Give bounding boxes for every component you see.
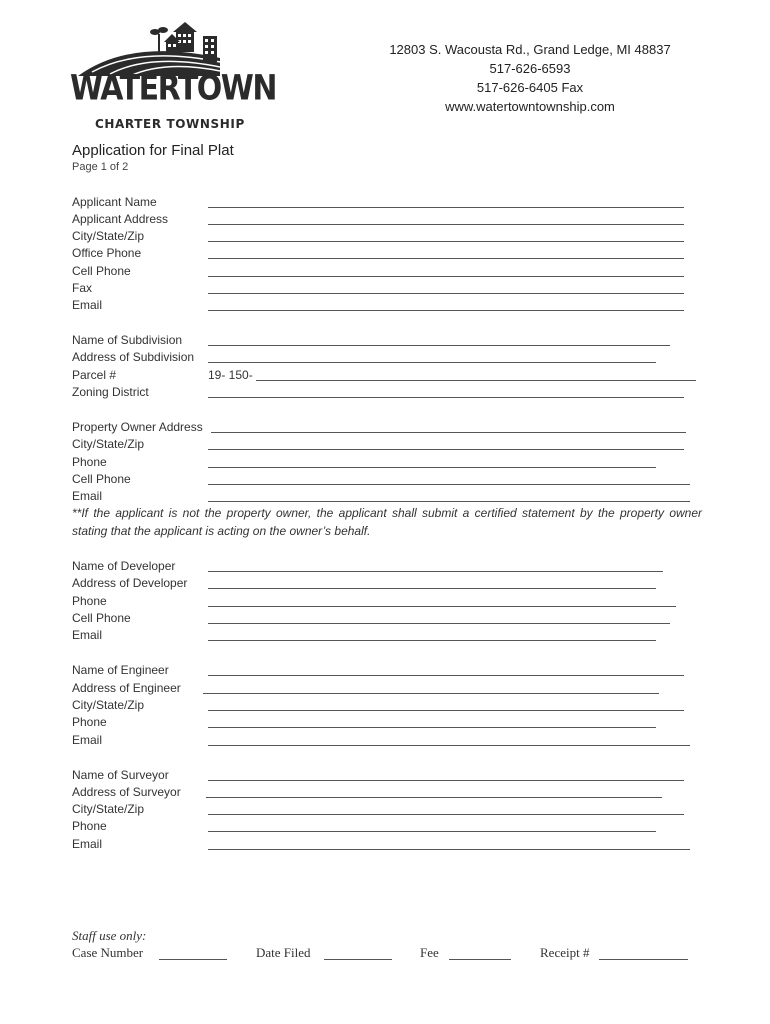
staff-use-heading: Staff use only: xyxy=(72,928,147,943)
owner-cell-phone-row xyxy=(72,471,712,488)
parcel-row xyxy=(72,367,712,384)
staff-use-row xyxy=(72,945,712,963)
field-label: Zoning District xyxy=(72,385,149,399)
owner-cell-phone-field[interactable] xyxy=(208,484,690,485)
owner-phone-row xyxy=(72,454,712,471)
surveyor-city-row xyxy=(72,801,712,818)
street-address: 12803 S. Wacousta Rd., Grand Ledge, MI 48837 xyxy=(389,42,671,57)
field-label: Cell Phone xyxy=(72,472,131,486)
applicant-cell-phone-row xyxy=(72,263,712,280)
developer-cell-phone-row xyxy=(72,610,712,627)
subdivision-name-row xyxy=(72,332,712,349)
surveyor-phone-row xyxy=(72,818,712,835)
field-label: Applicant Address xyxy=(72,212,169,226)
field-label: City/State/Zip xyxy=(72,437,145,451)
field-label: Email xyxy=(72,628,103,642)
owner-address-row xyxy=(72,419,712,436)
applicant-city-field[interactable] xyxy=(208,241,684,242)
contact-block xyxy=(360,40,700,116)
date-filed-field[interactable] xyxy=(324,959,392,960)
owner-phone-field[interactable] xyxy=(208,467,656,468)
developer-name-field[interactable] xyxy=(208,571,663,572)
field-label: Email xyxy=(72,298,103,312)
subdivision-address-row xyxy=(72,349,712,366)
field-label: Email xyxy=(72,837,103,851)
applicant-name-row xyxy=(72,194,712,211)
developer-email-row xyxy=(72,627,712,644)
developer-cell-phone-field[interactable] xyxy=(208,623,670,624)
field-label: Phone xyxy=(72,594,107,608)
developer-name-row xyxy=(72,558,712,575)
case-number-label: Case Number xyxy=(72,945,144,960)
field-label: Address of Engineer xyxy=(72,681,181,695)
developer-phone-field[interactable] xyxy=(208,606,676,607)
applicant-fax-row xyxy=(72,280,712,297)
field-label: Email xyxy=(72,489,103,503)
surveyor-name-field[interactable] xyxy=(208,780,684,781)
subdivision-address-field[interactable] xyxy=(208,362,656,363)
applicant-fax-field[interactable] xyxy=(208,293,684,294)
applicant-address-field[interactable] xyxy=(208,224,684,225)
applicant-office-phone-field[interactable] xyxy=(208,258,684,259)
owner-email-field[interactable] xyxy=(208,501,690,502)
field-label: Fax xyxy=(72,281,93,295)
owner-address-field[interactable] xyxy=(211,432,686,433)
engineer-phone-field[interactable] xyxy=(208,727,656,728)
surveyor-address-field[interactable] xyxy=(206,797,662,798)
field-label: Name of Subdivision xyxy=(72,333,183,347)
field-label: Address of Developer xyxy=(72,576,188,590)
field-label: Name of Engineer xyxy=(72,663,169,677)
date-filed-label: Date Filed xyxy=(256,945,311,960)
surveyor-city-field[interactable] xyxy=(208,814,684,815)
applicant-cell-phone-field[interactable] xyxy=(208,276,684,277)
developer-address-field[interactable] xyxy=(208,588,656,589)
parcel-field[interactable] xyxy=(256,380,696,381)
receipt-field[interactable] xyxy=(599,959,688,960)
field-label: Office Phone xyxy=(72,246,142,260)
applicant-email-field[interactable] xyxy=(208,310,684,311)
parcel-prefix: 19- 150- xyxy=(208,368,253,382)
surveyor-address-row xyxy=(72,784,712,801)
owner-email-row xyxy=(72,488,712,505)
engineer-address-field[interactable] xyxy=(203,693,659,694)
field-label: Property Owner Address xyxy=(72,420,203,434)
owner-city-field[interactable] xyxy=(208,449,684,450)
field-label: Phone xyxy=(72,819,107,833)
field-label: Phone xyxy=(72,455,107,469)
fax-number: 517-626-6405 Fax xyxy=(476,80,584,95)
engineer-city-row xyxy=(72,697,712,714)
township-logo xyxy=(70,20,277,131)
applicant-name-field[interactable] xyxy=(208,207,684,208)
field-label: City/State/Zip xyxy=(72,229,145,243)
surveyor-name-row xyxy=(72,767,712,784)
surveyor-email-row xyxy=(72,836,712,853)
fee-label: Fee xyxy=(420,945,439,960)
field-label: Parcel # xyxy=(72,368,117,382)
field-label: Address of Subdivision xyxy=(72,350,195,364)
developer-address-row xyxy=(72,575,712,592)
field-label: Email xyxy=(72,733,103,747)
engineer-phone-row xyxy=(72,714,712,731)
logo-subtitle: CHARTER TOWNSHIP xyxy=(95,117,245,131)
engineer-email-field[interactable] xyxy=(208,745,690,746)
field-label: Cell Phone xyxy=(72,611,131,625)
field-label: Name of Developer xyxy=(72,559,176,573)
field-label: Name of Surveyor xyxy=(72,768,169,782)
applicant-city-row xyxy=(72,228,712,245)
developer-phone-row xyxy=(72,593,712,610)
engineer-name-row xyxy=(72,662,712,679)
applicant-address-row xyxy=(72,211,712,228)
surveyor-phone-field[interactable] xyxy=(208,831,656,832)
engineer-address-row xyxy=(72,680,712,697)
website[interactable]: www.watertowntownship.com xyxy=(445,99,615,114)
engineer-name-field[interactable] xyxy=(208,675,684,676)
form-title: Application for Final Plat xyxy=(72,142,234,159)
field-label: Phone xyxy=(72,715,107,729)
applicant-email-row xyxy=(72,297,712,314)
surveyor-email-field[interactable] xyxy=(208,849,690,850)
zoning-field[interactable] xyxy=(208,397,684,398)
developer-email-field[interactable] xyxy=(208,640,656,641)
field-label: Address of Surveyor xyxy=(72,785,181,799)
field-label: Applicant Name xyxy=(72,195,157,209)
subdivision-name-field[interactable] xyxy=(208,345,670,346)
field-label: City/State/Zip xyxy=(72,698,145,712)
engineer-email-row xyxy=(72,732,712,749)
receipt-label: Receipt # xyxy=(540,945,590,960)
logo-wordmark: WATERTOWN xyxy=(70,68,277,109)
field-label: Cell Phone xyxy=(72,264,131,278)
phone-number: 517-626-6593 xyxy=(489,61,571,76)
zoning-row xyxy=(72,384,712,401)
fee-field[interactable] xyxy=(449,959,511,960)
case-number-field[interactable] xyxy=(159,959,227,960)
engineer-city-field[interactable] xyxy=(208,710,684,711)
owner-city-row xyxy=(72,436,712,453)
owner-note: **If the applicant is not the property owner, the applicant shall submit a certified statement by the property owner stating that the applicant is acting on the owner’s behalf. xyxy=(72,506,702,538)
applicant-office-phone-row xyxy=(72,245,712,262)
page-indicator: Page 1 of 2 xyxy=(72,161,129,173)
field-label: City/State/Zip xyxy=(72,802,145,816)
